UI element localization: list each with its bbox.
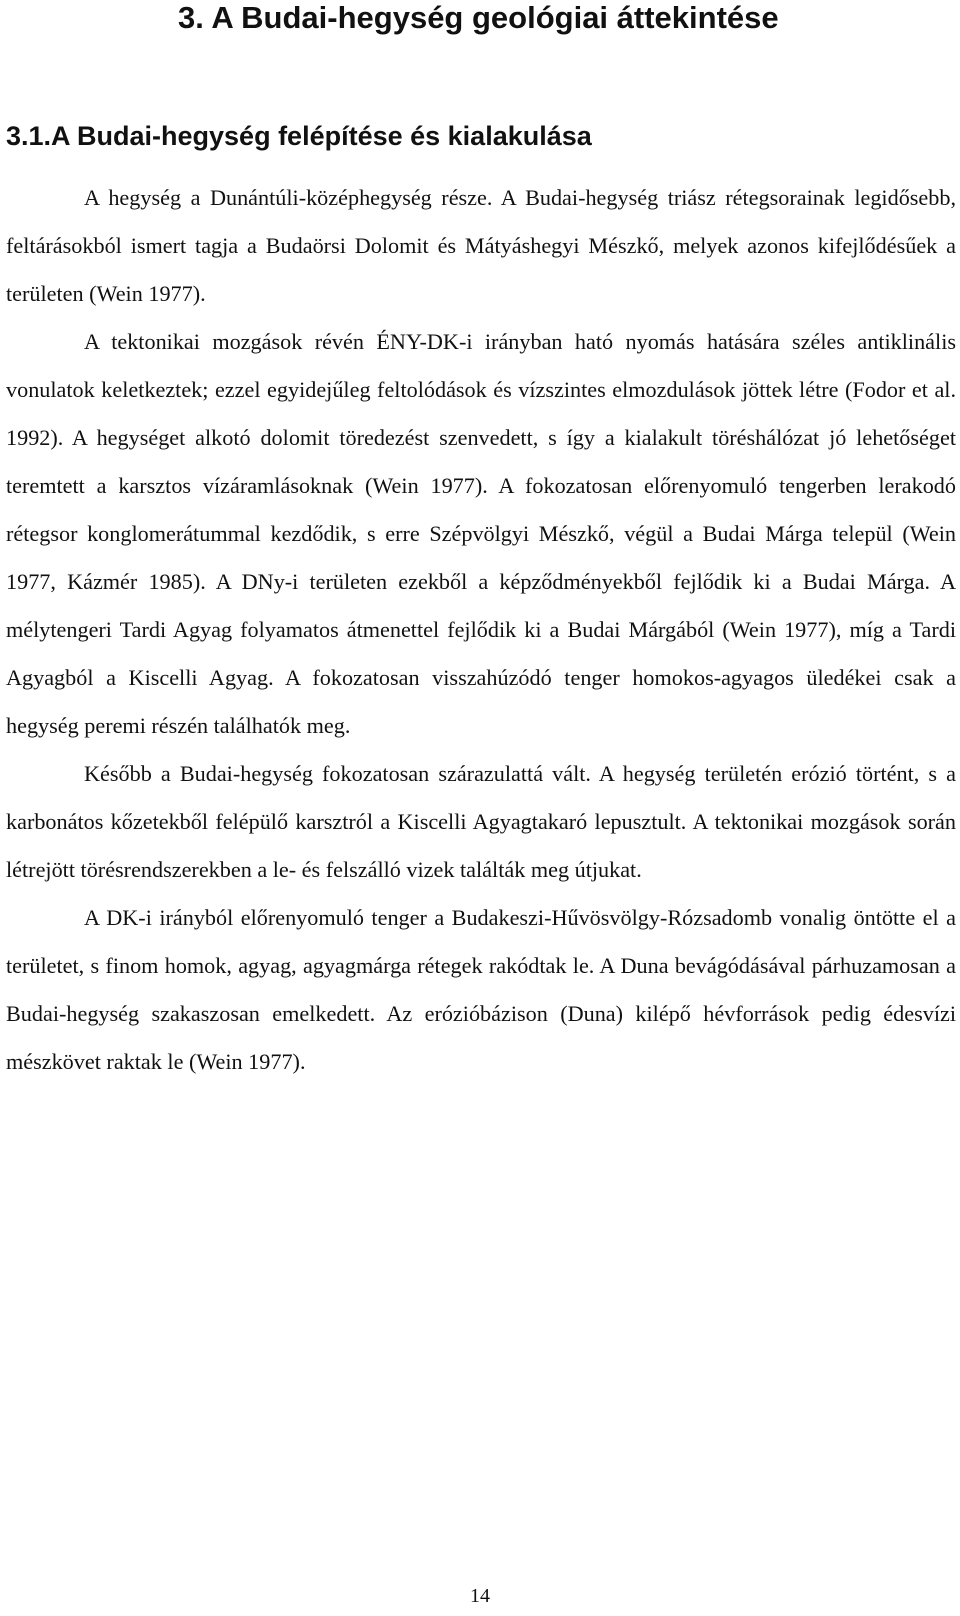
paragraph-3: Később a Budai-hegység fokozatosan szárazulattá vált. A hegység területén erózió történt, s a karbonátos kőzetekből felépülő karsztról a Kiscelli Agyagtakaró lepusztult. A tektonikai mozgások során létrejött törésrendszerekben a le- és felszálló vizek találták meg útjukat. <box>6 761 956 882</box>
paragraph-4: A DK-i irányból előrenyomuló tenger a Budakeszi-Hűvösvölgy-Rózsadomb vonalig öntötte el a területet, s finom homok, agyag, agyagmárga rétegek rakódtak le. A Duna bevágódásával párhuzamosan a Budai-hegység szakaszosan emelkedett. Az erózióbázison (Duna) kilépő hévforrások pedig édesvízi mészkövet raktak le (Wein 1977). <box>6 905 956 1074</box>
section-title: 3.1.A Budai-hegység felépítése és kialakulása <box>6 121 592 151</box>
paragraph-1: A hegység a Dunántúli-középhegység része. A Budai-hegység triász rétegsorainak legidősebb, feltárásokból ismert tagja a Budaörsi Dolomit és Mátyáshegyi Mészkő, melyek azonos kifejlődésűek a területen (Wein 1977). <box>6 185 956 306</box>
body-text <box>6 174 956 1086</box>
paragraph-2: A tektonikai mozgások révén ÉNY-DK-i irányban ható nyomás hatására széles antiklinális vonulatok keletkeztek; ezzel egyidejűleg feltolódások és vízszintes elmozdulások jöttek létre (Fodor et al. 1992). A hegységet alkotó dolomit töredezést szenvedett, s így a kialakult töréshálózat jó lehetőséget teremtett a karsztos vízáramlásoknak (Wein 1977). A fokozatosan előrenyomuló tengerben lerakodó rétegsor konglomerátummal kezdődik, s erre Szépvölgyi Mészkő, végül a Budai Márga települ (Wein 1977, Kázmér 1985). A DNy-i területen ezekből a képződményekből fejlődik ki a Budai Márga. A mélytengeri Tardi Agyag folyamatos átmenettel fejlődik ki a Budai Márgából (Wein 1977), míg a Tardi Agyagból a Kiscelli Agyag. A fokozatosan visszahúzódó tenger homokos-agyagos üledékei csak a hegység peremi részén találhatók meg. <box>6 329 956 738</box>
chapter-title: 3. A Budai-hegység geológiai áttekintése <box>178 0 779 35</box>
page-number: 14 <box>470 1585 490 1607</box>
